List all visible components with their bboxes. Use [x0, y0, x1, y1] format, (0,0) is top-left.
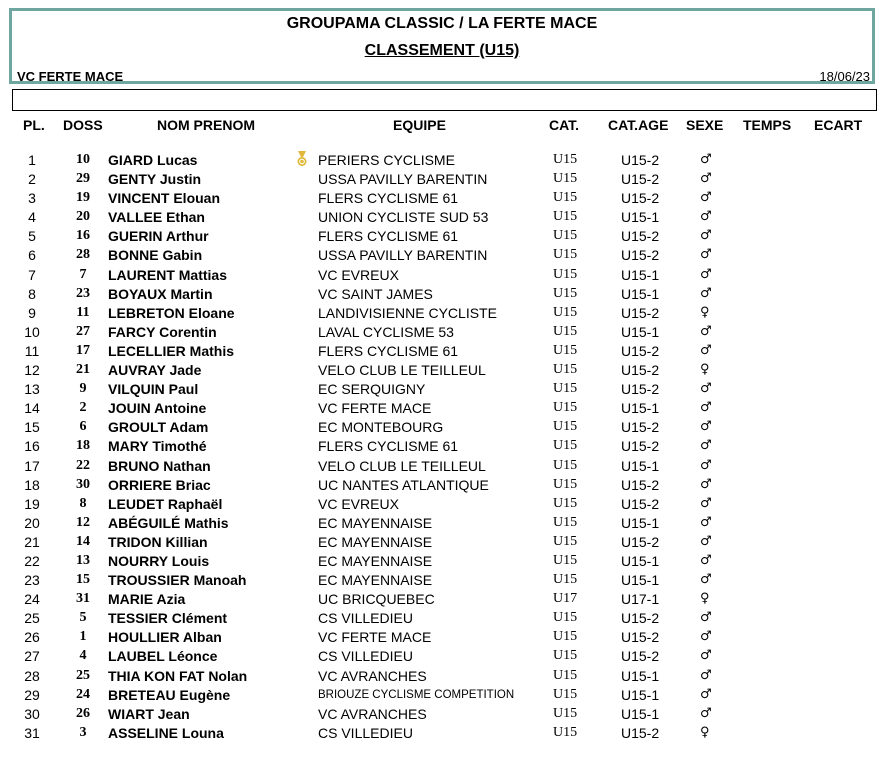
table-row [0, 647, 887, 666]
cell-team: VC AVRANCHES [318, 705, 427, 722]
cell-category: U15 [553, 419, 578, 435]
cell-bib: 9 [79, 381, 87, 397]
cell-name: VILQUIN Paul [108, 381, 199, 398]
cell-team: EC MONTEBOURG [318, 419, 444, 436]
cell-category-age: U15-1 [621, 457, 660, 474]
table-row [0, 552, 887, 571]
cell-category-age: U15-2 [621, 724, 660, 741]
cell-team: VC SAINT JAMES [318, 285, 433, 302]
cell-team: PERIERS CYCLISME [318, 152, 455, 168]
cell-bib: 27 [76, 323, 90, 339]
cell-team: EC MAYENNAISE [318, 572, 433, 589]
header-doss: DOSS [63, 117, 103, 133]
cell-category: U15 [553, 209, 578, 225]
cell-place: 4 [28, 209, 36, 226]
cell-bib: 29 [76, 171, 90, 187]
cell-category: U15 [553, 266, 578, 282]
table-row [0, 170, 887, 189]
cell-bib: 16 [76, 228, 90, 244]
cell-place: 6 [28, 247, 36, 264]
cell-sex: ♂ [700, 610, 712, 626]
cell-place: 22 [24, 552, 40, 569]
cell-category-age: U15-1 [621, 705, 660, 722]
cell-sex: ♀ [700, 724, 710, 740]
cell-bib: 20 [76, 209, 90, 225]
cell-team: FLERS CYCLISME 61 [318, 342, 459, 359]
cell-category: U15 [553, 457, 578, 473]
cell-name: BRUNO Nathan [108, 457, 211, 474]
cell-category-age: U15-2 [621, 648, 660, 665]
cell-sex: ♂ [700, 514, 712, 530]
cell-category-age: U15-2 [621, 381, 660, 398]
cell-category-age: U15-2 [621, 610, 660, 627]
table-row [0, 476, 887, 495]
cell-category: U15 [553, 629, 578, 645]
cell-sex: ♂ [700, 648, 712, 664]
cell-bib: 7 [79, 266, 87, 282]
cell-bib: 28 [76, 247, 90, 263]
cell-place: 14 [24, 400, 40, 417]
cell-team: CS VILLEDIEU [318, 610, 413, 627]
cell-bib: 22 [76, 457, 90, 473]
cell-team: USSA PAVILLY BARENTIN [318, 247, 488, 264]
cell-place: 31 [24, 724, 40, 741]
cell-name: VALLEE Ethan [108, 209, 205, 226]
cell-category-age: U15-1 [621, 686, 660, 703]
cell-name: BRETEAU Eugène [108, 686, 231, 703]
cell-category: U15 [553, 514, 578, 530]
cell-category-age: U15-1 [621, 667, 660, 684]
cell-sex: ♂ [700, 190, 712, 206]
cell-category-age: U15-2 [621, 362, 660, 379]
cell-name: TESSIER Clément [108, 610, 228, 627]
cell-team: VELO CLUB LE TEILLEUL [318, 457, 486, 474]
cell-category-age: U15-1 [621, 323, 660, 340]
cell-place: 12 [24, 362, 40, 379]
cell-category: U15 [553, 400, 578, 416]
cell-category: U15 [553, 724, 578, 740]
table-row [0, 266, 887, 285]
cell-team: UNION CYCLISTE SUD 53 [318, 209, 489, 226]
page-subtitle: CLASSEMENT (U15) [364, 42, 520, 59]
cell-name: NOURRY Louis [108, 552, 210, 569]
cell-place: 17 [24, 457, 40, 474]
cell-place: 19 [24, 495, 40, 512]
cell-place: 28 [24, 667, 40, 684]
header-ecart: ECART [814, 117, 863, 133]
cell-team: LAVAL CYCLISME 53 [318, 323, 454, 340]
cell-category-age: U15-2 [621, 342, 660, 359]
cell-name: ORRIERE Briac [108, 476, 211, 493]
cell-sex: ♂ [700, 171, 712, 187]
cell-category: U15 [553, 705, 578, 721]
cell-sex: ♂ [700, 266, 712, 282]
cell-team: VELO CLUB LE TEILLEUL [318, 362, 486, 379]
cell-team: FLERS CYCLISME 61 [318, 228, 459, 245]
header-temps: TEMPS [743, 117, 792, 133]
cell-category-age: U15-1 [621, 285, 660, 302]
cell-bib: 17 [76, 342, 90, 358]
cell-bib: 2 [79, 400, 87, 416]
cell-team: EC MAYENNAISE [318, 533, 433, 550]
cell-team: VC AVRANCHES [318, 667, 427, 684]
cell-name: JOUIN Antoine [108, 400, 207, 417]
cell-category: U15 [553, 285, 578, 301]
cell-place: 15 [24, 419, 40, 436]
cell-sex: ♂ [700, 686, 712, 702]
cell-category-age: U15-1 [621, 552, 660, 569]
page-title: GROUPAMA CLASSIC / LA FERTE MACE [286, 15, 598, 32]
cell-place: 2 [28, 171, 36, 188]
table-row [0, 686, 887, 705]
cell-name: LAURENT Mattias [108, 266, 228, 283]
table-row [0, 189, 887, 208]
cell-name: ABÉGUILÉ Mathis [108, 514, 229, 531]
cell-category: U15 [553, 495, 578, 511]
cell-sex: ♀ [700, 362, 710, 378]
cell-sex: ♂ [700, 419, 712, 435]
cell-category: U15 [553, 476, 578, 492]
cell-category: U15 [553, 610, 578, 626]
cell-sex: ♂ [700, 152, 712, 167]
table-row [0, 399, 887, 418]
cell-name: GIARD Lucas [108, 152, 198, 168]
table-row [0, 609, 887, 628]
cell-team: EC MAYENNAISE [318, 514, 433, 531]
cell-name: GENTY Justin [108, 171, 202, 188]
table-row [0, 304, 887, 323]
cell-sex: ♂ [700, 323, 712, 339]
cell-team: FLERS CYCLISME 61 [318, 190, 459, 207]
cell-category: U15 [553, 342, 578, 358]
table-row [0, 342, 887, 361]
table-row [0, 457, 887, 476]
cell-name: LEUDET Raphaël [108, 495, 223, 512]
cell-place: 26 [24, 629, 40, 646]
cell-bib: 6 [79, 419, 87, 435]
cell-name: VINCENT Elouan [108, 190, 221, 207]
table-row [0, 628, 887, 647]
cell-place: 27 [24, 648, 40, 665]
cell-name: MARIE Azia [108, 591, 186, 608]
cell-sex: ♂ [700, 705, 712, 721]
cell-team: UC BRICQUEBEC [318, 591, 435, 608]
cell-sex: ♂ [700, 552, 712, 568]
cell-team: EC MAYENNAISE [318, 552, 433, 569]
cell-sex: ♂ [700, 629, 712, 645]
cell-place: 9 [28, 304, 36, 321]
cell-place: 13 [24, 381, 40, 398]
cell-sex: ♀ [700, 591, 710, 607]
cell-bib: 12 [76, 514, 90, 530]
table-row [0, 418, 887, 437]
cell-sex: ♂ [700, 228, 712, 244]
cell-sex: ♂ [700, 457, 712, 473]
header-catage: CAT.AGE [608, 117, 669, 133]
cell-category: U15 [553, 686, 578, 702]
cell-place: 30 [24, 705, 40, 722]
cell-category: U15 [553, 381, 578, 397]
cell-bib: 13 [76, 552, 90, 568]
cell-place: 24 [24, 591, 40, 608]
cell-name: BONNE Gabin [108, 247, 203, 264]
cell-sex: ♂ [700, 495, 712, 511]
cell-category-age: U15-2 [621, 228, 660, 245]
cell-team: FLERS CYCLISME 61 [318, 438, 459, 455]
cell-category-age: U15-1 [621, 266, 660, 283]
header-name: NOM PRENOM [157, 117, 255, 133]
cell-sex: ♂ [700, 285, 712, 301]
cell-name: TRIDON Killian [108, 533, 208, 550]
cell-category: U15 [553, 190, 578, 206]
blank-box [12, 89, 877, 111]
cell-bib: 4 [79, 648, 87, 664]
table-row [0, 285, 887, 304]
cell-sex: ♂ [700, 247, 712, 263]
cell-place: 8 [28, 285, 36, 302]
cell-bib: 21 [76, 362, 90, 378]
cell-bib: 30 [76, 476, 90, 492]
cell-name: THIA KON FAT Nolan [108, 667, 248, 684]
table-row [0, 514, 887, 533]
cell-place: 16 [24, 438, 40, 455]
table-row [0, 667, 887, 686]
cell-sex: ♂ [700, 572, 712, 588]
cell-team: USSA PAVILLY BARENTIN [318, 171, 488, 188]
cell-category-age: U15-2 [621, 152, 660, 168]
column-headers [0, 117, 887, 135]
table-row [0, 571, 887, 590]
cell-place: 20 [24, 514, 40, 531]
cell-category-age: U15-1 [621, 209, 660, 226]
cell-category-age: U15-2 [621, 419, 660, 436]
cell-team: CS VILLEDIEU [318, 648, 413, 665]
cell-place: 5 [28, 228, 36, 245]
organizer-club: VC FERTE MACE [17, 69, 124, 84]
cell-category: U15 [553, 152, 578, 167]
cell-category-age: U15-1 [621, 400, 660, 417]
cell-category-age: U15-2 [621, 629, 660, 646]
cell-category: U15 [553, 552, 578, 568]
cell-bib: 15 [76, 572, 90, 588]
cell-bib: 10 [76, 152, 90, 167]
cell-bib: 14 [76, 533, 90, 549]
table-row [0, 151, 887, 170]
cell-category: U15 [553, 667, 578, 683]
cell-team: VC FERTE MACE [318, 629, 432, 646]
cell-name: WIART Jean [108, 705, 190, 722]
cell-sex: ♂ [700, 400, 712, 416]
cell-bib: 1 [79, 629, 87, 645]
cell-category: U15 [553, 323, 578, 339]
cell-place: 23 [24, 572, 40, 589]
table-row [0, 495, 887, 514]
cell-category-age: U15-2 [621, 533, 660, 550]
cell-bib: 8 [79, 495, 87, 511]
cell-place: 10 [24, 323, 40, 340]
cell-category-age: U15-1 [621, 514, 660, 531]
cell-bib: 19 [76, 190, 90, 206]
header-box [9, 8, 875, 84]
header-equipe: EQUIPE [393, 117, 446, 133]
table-row [0, 590, 887, 609]
cell-place: 18 [24, 476, 40, 493]
cell-sex: ♂ [700, 381, 712, 397]
cell-category-age: U15-2 [621, 171, 660, 188]
cell-sex: ♂ [700, 209, 712, 225]
cell-name: LAUBEL Léonce [108, 648, 218, 665]
cell-bib: 11 [76, 304, 90, 320]
cell-place: 11 [24, 342, 40, 359]
table-row [0, 380, 887, 399]
cell-bib: 24 [76, 686, 90, 702]
cell-name: LECELLIER Mathis [108, 342, 235, 359]
cell-bib: 3 [79, 724, 87, 740]
header-sexe: SEXE [686, 117, 724, 133]
table-row [0, 361, 887, 380]
cell-place: 29 [24, 686, 40, 703]
cell-category-age: U15-2 [621, 247, 660, 264]
cell-team: UC NANTES ATLANTIQUE [318, 476, 489, 493]
cell-bib: 5 [79, 610, 87, 626]
cell-bib: 26 [76, 705, 90, 721]
cell-category: U15 [553, 304, 578, 320]
table-row [0, 208, 887, 227]
cell-category: U15 [553, 648, 578, 664]
cell-team: EC SERQUIGNY [318, 381, 426, 398]
cell-category: U15 [553, 362, 578, 378]
cell-name: GROULT Adam [108, 419, 209, 436]
table-row [0, 724, 887, 743]
table-row [0, 533, 887, 552]
cell-name: LEBRETON Eloane [108, 304, 235, 321]
cell-category: U15 [553, 533, 578, 549]
cell-team: VC EVREUX [318, 266, 399, 283]
cell-bib: 31 [76, 591, 90, 607]
table-row [0, 246, 887, 265]
cell-name: TROUSSIER Manoah [108, 572, 247, 589]
cell-category: U17 [553, 591, 578, 607]
cell-team: CS VILLEDIEU [318, 724, 413, 741]
cell-category: U15 [553, 438, 578, 454]
cell-sex: ♂ [700, 476, 712, 492]
table-row [0, 323, 887, 342]
cell-place: 21 [24, 533, 40, 550]
cell-category-age: U15-1 [621, 572, 660, 589]
cell-bib: 23 [76, 285, 90, 301]
cell-name: AUVRAY Jade [108, 362, 202, 379]
cell-category: U15 [553, 171, 578, 187]
table-row [0, 705, 887, 724]
cell-bib: 18 [76, 438, 90, 454]
cell-sex: ♂ [700, 667, 712, 683]
cell-bib: 25 [76, 667, 90, 683]
table-row [0, 437, 887, 456]
cell-sex: ♂ [700, 342, 712, 358]
cell-place: 3 [28, 190, 36, 207]
cell-category-age: U15-2 [621, 438, 660, 455]
cell-name: BOYAUX Martin [108, 285, 213, 302]
cell-name: MARY Timothé [108, 438, 207, 455]
cell-place: 1 [28, 152, 36, 168]
cell-place: 7 [28, 266, 36, 283]
cell-sex: ♀ [700, 304, 710, 320]
header-pl: PL. [23, 117, 45, 133]
cell-team: BRIOUZE CYCLISME COMPETITION [318, 688, 515, 701]
cell-name: FARCY Corentin [108, 323, 217, 340]
cell-team: LANDIVISIENNE CYCLISTE [318, 304, 497, 321]
cell-category: U15 [553, 228, 578, 244]
cell-category-age: U15-2 [621, 304, 660, 321]
cell-category: U15 [553, 247, 578, 263]
cell-sex: ♂ [700, 438, 712, 454]
cell-team: VC EVREUX [318, 495, 399, 512]
cell-category-age: U17-1 [621, 591, 660, 608]
cell-category: U15 [553, 572, 578, 588]
cell-category-age: U15-2 [621, 190, 660, 207]
gold-medal-icon [295, 151, 309, 167]
cell-category-age: U15-2 [621, 495, 660, 512]
cell-name: ASSELINE Louna [108, 724, 224, 741]
cell-name: GUERIN Arthur [108, 228, 209, 245]
cell-place: 25 [24, 610, 40, 627]
results-table [0, 151, 887, 743]
cell-team: VC FERTE MACE [318, 400, 432, 417]
cell-category-age: U15-2 [621, 476, 660, 493]
table-row [0, 227, 887, 246]
cell-name: HOULLIER Alban [108, 629, 222, 646]
event-date: 18/06/23 [819, 69, 870, 84]
header-cat: CAT. [549, 117, 580, 133]
cell-sex: ♂ [700, 533, 712, 549]
